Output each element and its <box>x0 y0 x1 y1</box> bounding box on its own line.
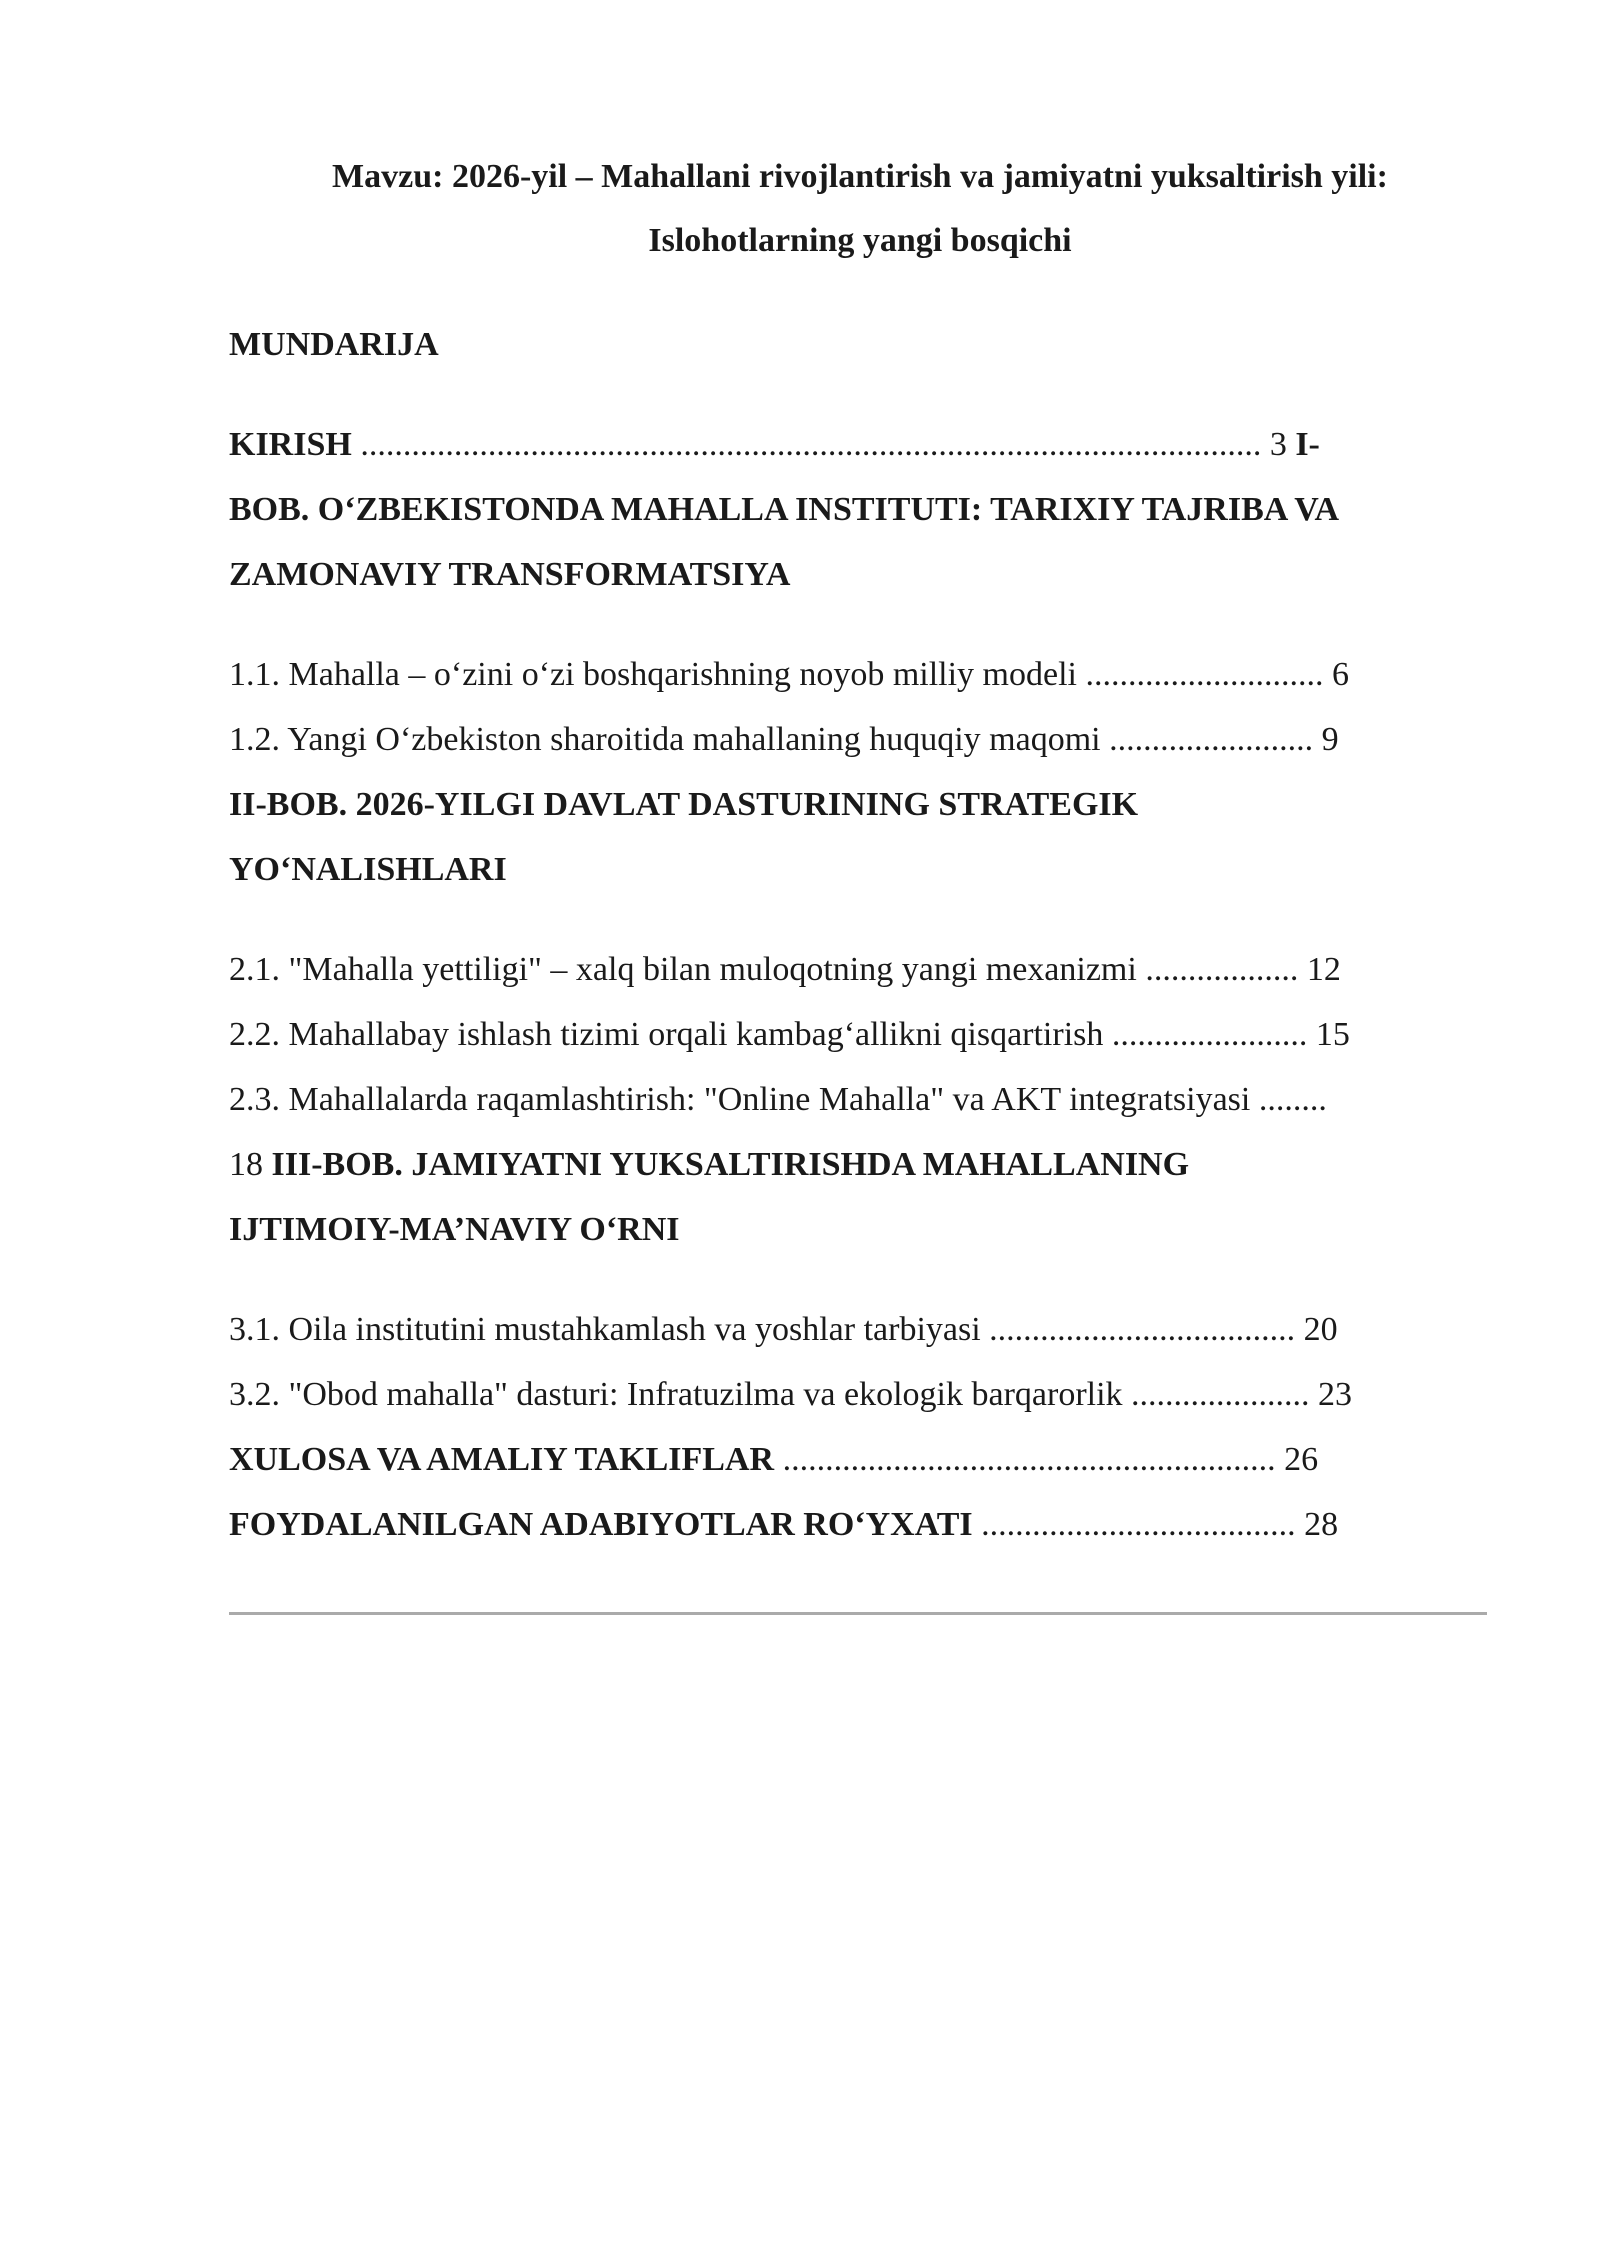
toc-entry-kirish <box>229 413 1320 477</box>
toc-page-number: 18 <box>229 1146 263 1183</box>
chapter-3-heading-line-2: IJTIMOIY-MA’NAVIY O‘RNI <box>229 1211 680 1248</box>
toc-page-number: 3 <box>1269 426 1287 463</box>
toc-page-number: 26 <box>1284 1441 1319 1478</box>
toc-entry-2-3 <box>229 1068 1327 1132</box>
chapter-1-heading-line-2: ZAMONAVIY TRANSFORMATSIYA <box>229 556 791 593</box>
title-line-2: Islohotlarning yangi bosqichi <box>648 222 1072 259</box>
toc-entry-text: 2.2. Mahallabay ishlash tizimi orqali kambag‘allikni qisqartirish ....................... <box>229 1016 1316 1053</box>
toc-dots: .......................................................................................................... <box>351 426 1270 463</box>
toc-entry-text: 3.2. "Obod mahalla" dasturi: Infratuzilma va ekologik barqarorlik ..................... <box>229 1376 1319 1413</box>
toc-entry-adabiyotlar <box>229 1493 1338 1557</box>
toc-page-number: 15 <box>1315 1016 1350 1053</box>
toc-entry-label: FOYDALANILGAN ADABIYOTLAR RO‘YXATI <box>229 1506 973 1543</box>
toc-entry-2-3-continued <box>229 1133 1189 1197</box>
toc-entry-text: 1.1. Mahalla – o‘zini o‘zi boshqarishning noyob milliy modeli ............................ <box>229 656 1332 693</box>
chapter-2-heading-line-2: YO‘NALISHLARI <box>229 851 507 888</box>
toc-entry-label: KIRISH <box>229 426 352 463</box>
chapter-2-heading-line-1: II-BOB. 2026-YILGI DAVLAT DASTURINING STRATEGIK <box>229 786 1139 823</box>
toc-page-number: 20 <box>1303 1311 1338 1348</box>
toc-dots: ..................................... <box>972 1506 1305 1543</box>
toc-entry-1-2 <box>229 708 1339 772</box>
toc-page-number: 28 <box>1304 1506 1339 1543</box>
toc-entry-2-1 <box>229 938 1341 1002</box>
toc-entry-3-1 <box>229 1298 1338 1362</box>
toc-entry-text: 2.1. "Mahalla yettiligi" – xalq bilan muloqotning yangi mexanizmi .................. <box>229 951 1307 988</box>
toc-entry-text: 1.2. Yangi O‘zbekiston sharoitida mahallaning huquqiy maqomi ........................ <box>229 721 1322 758</box>
toc-heading: MUNDARIJA <box>229 326 439 363</box>
toc-entry-1-1 <box>229 643 1349 707</box>
toc-entry-label: XULOSA VA AMALIY TAKLIFLAR <box>229 1441 775 1478</box>
toc-page-number: 23 <box>1318 1376 1353 1413</box>
toc-entry-3-2 <box>229 1363 1352 1427</box>
chapter-1-heading-line-1: BOB. O‘ZBEKISTONDA MAHALLA INSTITUTI: TARIXIY TAJRIBA VA <box>229 491 1340 528</box>
toc-entry-text: 2.3. Mahallalarda raqamlashtirish: "Online Mahalla" va AKT integratsiyasi ........ <box>229 1081 1327 1118</box>
toc-page-number: 9 <box>1321 721 1339 758</box>
chapter-3-heading-line-1: III-BOB. JAMIYATNI YUKSALTIRISHDA MAHALLANING <box>271 1146 1190 1183</box>
toc-dots: .......................................................... <box>774 1441 1285 1478</box>
chapter-1-prefix: I- <box>1295 426 1320 463</box>
toc-entry-text: 3.1. Oila institutini mustahkamlash va yoshlar tarbiyasi .................................... <box>229 1311 1304 1348</box>
toc-entry-2-2 <box>229 1003 1350 1067</box>
toc-page-number: 6 <box>1332 656 1349 693</box>
horizontal-divider <box>229 1612 1487 1615</box>
title-line-1: Mavzu: 2026-yil – Mahallani rivojlantirish va jamiyatni yuksaltirish yili: <box>332 158 1388 195</box>
toc-entry-xulosa <box>229 1428 1318 1492</box>
document-title <box>200 145 1520 273</box>
toc-page-number: 12 <box>1306 951 1341 988</box>
